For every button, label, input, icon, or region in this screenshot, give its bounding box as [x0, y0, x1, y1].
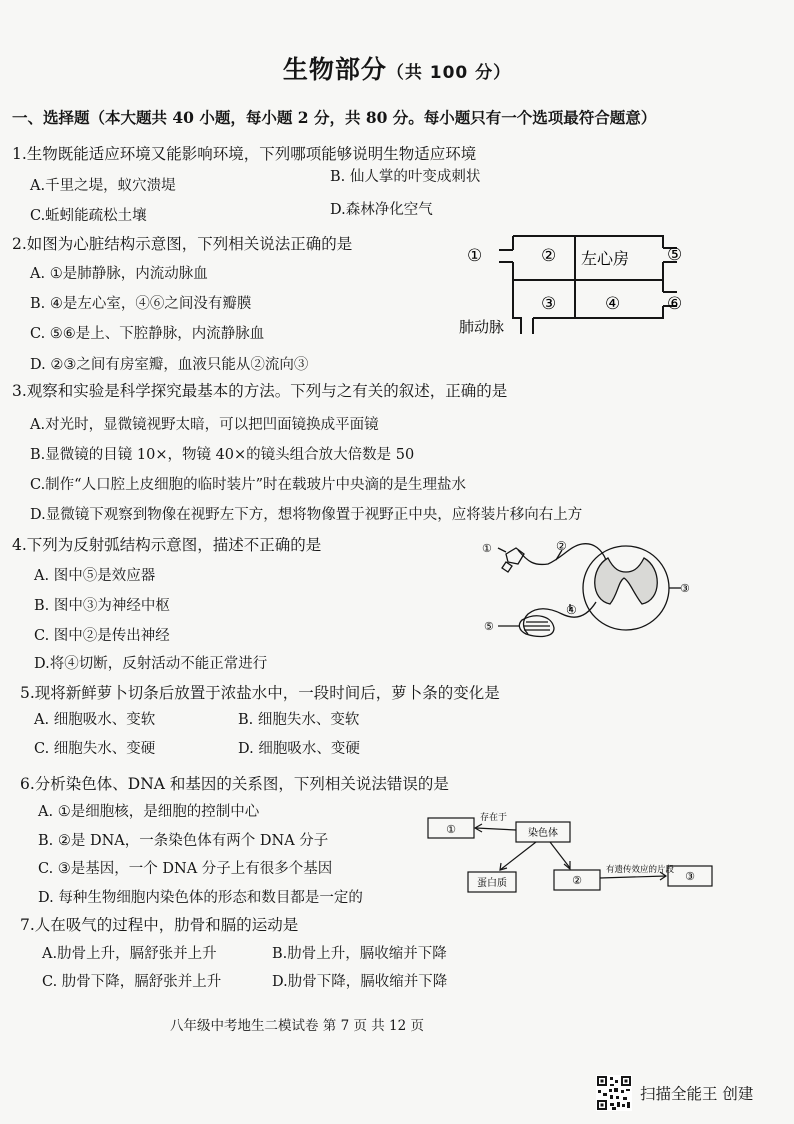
- chromo-label-protein: 蛋白质: [477, 878, 507, 889]
- reflex-arc-diagram: [478, 538, 692, 644]
- heart-structure-diagram: [455, 228, 695, 340]
- question-4-stem: 4.下列为反射弧结构示意图，描述不正确的是: [12, 536, 322, 554]
- motor-nerve: [524, 602, 597, 634]
- q1-option-a: A.千里之堤，蚁穴溃堤: [30, 178, 176, 194]
- chromo-label-chromosome: 染色体: [528, 828, 558, 839]
- page-footer: 八年级中考地生二模试卷 第 7 页 共 12 页: [170, 1018, 425, 1034]
- heart-label-pulmonary-artery: 肺动脉: [459, 318, 505, 336]
- reflex-label-2: ②: [556, 539, 567, 553]
- question-3-stem: 3.观察和实验是科学探究最基本的方法。下列与之有关的叙述，正确的是: [12, 382, 508, 400]
- chromo-label-2: ②: [572, 874, 582, 887]
- heart-label-2: ②: [541, 246, 557, 266]
- receptor: [506, 548, 524, 564]
- spinal-gray-matter: [595, 558, 658, 604]
- q4-option-b: B. 图中③为神经中枢: [34, 598, 170, 614]
- q5-option-b: B. 细胞失水、变软: [238, 712, 360, 728]
- arrow-chromosome-to-protein: [500, 842, 536, 870]
- heart-label-5: ⑤: [667, 245, 683, 265]
- q7-option-d: D.肋骨下降，膈收缩并下降: [272, 974, 448, 990]
- reflex-label-4: ④: [566, 603, 577, 617]
- q2-option-c: C. ⑤⑥是上、下腔静脉，内流静脉血: [30, 326, 265, 342]
- q1-option-b: B. 仙人掌的叶变成刺状: [330, 169, 481, 185]
- q3-option-d: D.显微镜下观察到物像在视野左下方，想将物像置于视野正中央，应将装片移向右上方: [30, 507, 583, 523]
- heart-label-1: ①: [467, 246, 483, 266]
- q3-option-a: A.对光时，显微镜视野太暗，可以把凹面镜换成平面镜: [30, 417, 379, 433]
- q2-option-d: D. ②③之间有房室瓣，血液只能从②流向③: [30, 357, 309, 373]
- reflex-label-1: ①: [482, 542, 492, 555]
- q6-option-c: C. ③是基因，一个 DNA 分子上有很多个基因: [38, 861, 333, 877]
- chromo-label-3: ③: [685, 870, 695, 883]
- q2-option-a: A. ①是肺静脉，内流动脉血: [30, 266, 208, 282]
- q1-option-d: D.森林净化空气: [330, 202, 433, 218]
- heart-label-6: ⑥: [667, 294, 683, 314]
- q3-option-c: C.制作“人口腔上皮细胞的临时装片”时在载玻片中央滴的是生理盐水: [30, 477, 467, 493]
- heart-label-3: ③: [541, 294, 557, 314]
- q4-option-c: C. 图中②是传出神经: [34, 628, 170, 644]
- question-1-stem: 1.生物既能适应环境又能影响环境，下列哪项能够说明生物适应环境: [12, 145, 477, 163]
- heart-label-4: ④: [605, 294, 621, 314]
- reflex-label-5: ⑤: [484, 620, 494, 633]
- q6-option-a: A. ①是细胞核，是细胞的控制中心: [38, 804, 260, 820]
- title-score: （共 100 分）: [386, 63, 512, 83]
- q3-option-b: B.显微镜的目镜 10×，物镜 40×的镜头组合放大倍数是 50: [30, 447, 415, 463]
- question-2-stem: 2.如图为心脏结构示意图，下列相关说法正确的是: [12, 235, 353, 253]
- chromo-label-exists-in: 存在于: [480, 813, 508, 823]
- q6-option-d: D. 每种生物细胞内染色体的形态和数目都是一定的: [38, 890, 363, 906]
- chromo-label-1: ①: [446, 823, 456, 836]
- q7-option-a: A.肋骨上升，膈舒张并上升: [42, 946, 217, 962]
- question-6-stem: 6.分析染色体、DNA 和基因的关系图，下列相关说法错误的是: [20, 775, 449, 793]
- q5-option-c: C. 细胞失水、变硬: [34, 741, 156, 757]
- q5-option-a: A. 细胞吸水、变软: [34, 712, 156, 728]
- q4-option-a: A. 图中⑤是效应器: [34, 568, 156, 584]
- chromosome-dna-gene-diagram: [424, 806, 714, 896]
- qr-code-icon: [596, 1075, 632, 1111]
- section-heading: 一、选择题（本大题共 40 小题，每小题 2 分，共 80 分。每小题只有一个选项最符合题意）: [12, 108, 657, 127]
- q7-option-b: B.肋骨上升，膈收缩并下降: [272, 946, 447, 962]
- q7-option-c: C. 肋骨下降，膈舒张并上升: [42, 974, 222, 990]
- q5-option-d: D. 细胞吸水、变硬: [238, 741, 360, 757]
- arrow-2-to-3: [600, 876, 666, 878]
- q6-option-b: B. ②是 DNA，一条染色体有两个 DNA 分子: [38, 833, 329, 849]
- question-5-stem: 5.现将新鲜萝卜切条后放置于浓盐水中，一段时间后，萝卜条的变化是: [20, 684, 500, 702]
- heart-label-left-atrium: 左心房: [581, 249, 630, 268]
- chromo-label-genetic-effect: 有遗传效应的片段: [606, 865, 675, 875]
- page-title: [0, 50, 794, 86]
- q1-option-c: C.蚯蚓能疏松土壤: [30, 208, 147, 224]
- title-main: 生物部分: [282, 55, 387, 84]
- arrow-chromosome-to-2: [550, 842, 570, 868]
- question-7-stem: 7.人在吸气的过程中，肋骨和膈的运动是: [20, 916, 299, 934]
- q2-option-b: B. ④是左心室，④⑥之间没有瓣膜: [30, 296, 252, 312]
- scanner-watermark: 扫描全能王 创建: [640, 1085, 754, 1103]
- reflex-label-3: ③: [680, 582, 690, 595]
- arrow-chromosome-to-1: [476, 828, 516, 830]
- q4-option-d: D.将④切断，反射活动不能正常进行: [34, 656, 268, 672]
